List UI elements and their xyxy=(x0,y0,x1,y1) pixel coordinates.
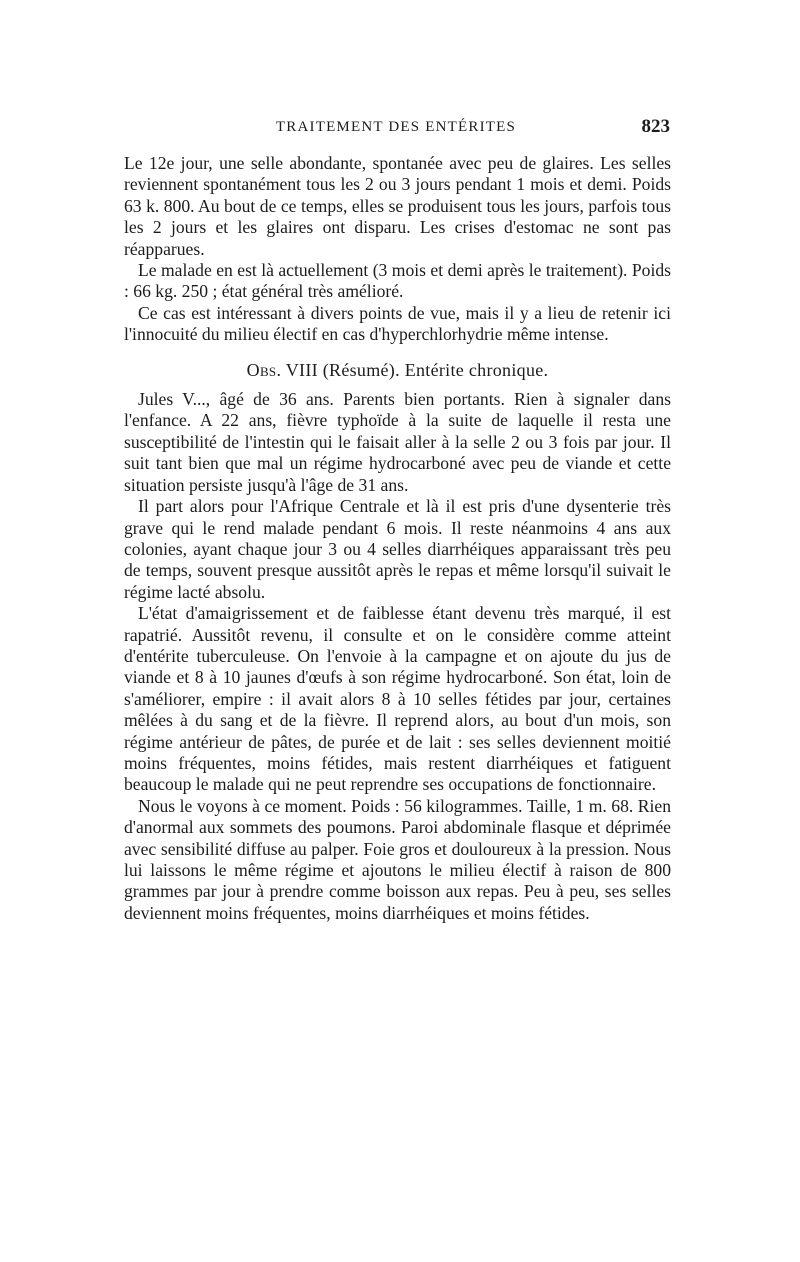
running-head xyxy=(122,116,670,142)
paragraph: Jules V..., âgé de 36 ans. Parents bien portants. Rien à signaler dans l'enfance. A 22 ans, fièvre typhoïde à la suite de laquelle il resta une susceptibilité de l'intestin qui le faisait aller à la selle 2 ou 3 fois par jour. Il suit tant bien que mal un régime hydrocarboné avec peu de viande et cette situation persiste jusqu'à l'âge de 31 ans. xyxy=(124,389,671,495)
observation-heading xyxy=(124,360,671,381)
paragraph: Ce cas est intéressant à divers points de vue, mais il y a lieu de retenir ici l'innocuité du milieu électif en cas d'hyperchlorhydrie même intense. xyxy=(124,302,671,345)
paragraph: Le 12e jour, une selle abondante, spontanée avec peu de glaires. Les selles reviennent spontanément tous les 2 ou 3 jours pendant 1 mois et demi. Poids 63 k. 800. Au bout de ce temps, elles se produisent tous les jours, parfois tous les 2 jours et les glaires ont disparu. Les crises d'estomac ne sont pas réapparues. xyxy=(124,153,671,259)
paragraph: L'état d'amaigrissement et de faiblesse étant devenu très marqué, il est rapatrié. Aussitôt revenu, il consulte et on le considère comme atteint d'entérite tuberculeuse. On l'envoie à la campagne et on ajoute du jus de viande et 8 à 10 jaunes d'œufs à son régime hydrocarboné. Son état, loin de s'améliorer, empire : il avait alors 8 à 10 selles fétides par jour, certaines mêlées à du sang et de la fièvre. Il reprend alors, au bout d'un mois, son régime antérieur de pâtes, de purée et de lait : ses selles deviennent moitié moins fréquentes, moins fétides, mais restent diarrhéiques et fatiguent beaucoup le malade qui ne peut reprendre ses occupations de fonctionnaire. xyxy=(124,603,671,795)
paragraph: Nous le voyons à ce moment. Poids : 56 kilogrammes. Taille, 1 m. 68. Rien d'anormal aux sommets des poumons. Paroi abdominale flasque et déprimée avec sensibilité diffuse au palper. Foie gros et douloureux à la pression. Nous lui laissons le même régime et ajoutons le milieu électif à raison de 800 grammes par jour à prendre comme boisson aux repas. Peu à peu, ses selles deviennent moins fréquentes, moins diarrhéiques et moins fétides. xyxy=(124,795,671,923)
body-text xyxy=(124,153,671,924)
running-title: TRAITEMENT DES ENTÉRITES xyxy=(275,119,517,135)
paragraph: Il part alors pour l'Afrique Centrale et là il est pris d'une dysenterie très grave qui le rend malade pendant 6 mois. Il reste néanmoins 4 ans aux colonies, ayant chaque jour 3 ou 4 selles diarrhéiques apparaissant très peu de temps, souvent presque aussitôt après le repas et même lorsqu'il suivait le régime lacté absolu. xyxy=(124,496,671,602)
observation-label: Obs. xyxy=(246,359,282,380)
observation-title: VIII (Résumé). Entérite chronique. xyxy=(285,359,549,380)
paragraph: Le malade en est là actuellement (3 mois et demi après le traitement). Poids : 66 kg. 250 ; état général très amélioré. xyxy=(124,260,671,302)
page-number: 823 xyxy=(641,116,670,137)
